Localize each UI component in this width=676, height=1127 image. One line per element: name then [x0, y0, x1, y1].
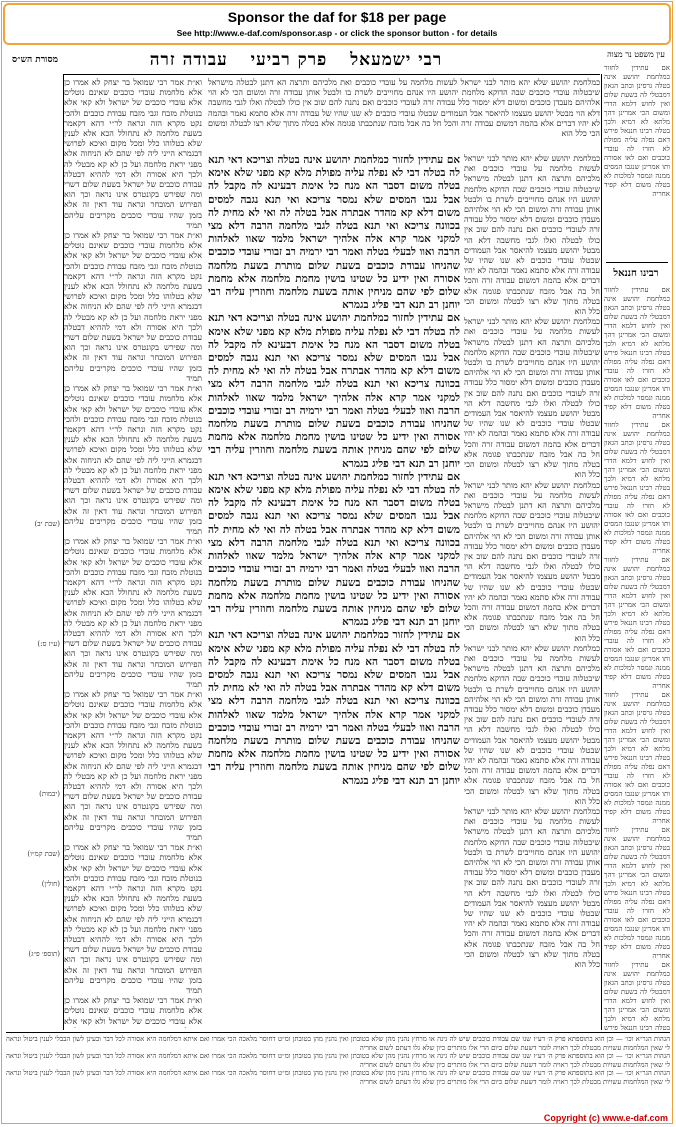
rabbeinu-chananel-text-repeat: אם עתידין לחזור כמלחמת יהושע אינה בטלה גרסינן וכתב הגאון דמבטלי לה בשעת שלום ואין לחוש דלמא הדרי ומשום הכי אמרינן דהך מלתא לא דמיא ולכך בטלה רבינו חננאל פירש דאם נפלה עליה מפולת לא חזרו לה עובדי כוכבים ואם לאו אסורה ותו אמרינן שנגבו המסים ממנה ונמסר למלכות לא בטלה משום דלא קפיד אחריה [604, 421, 670, 555]
rashi-right-column [464, 154, 600, 1028]
tosafot-text-repeat2: וא״ת אמר רבי שמואל בר יצחק לא אמרו כן אלא מלחמות עובדי כוכבים שאינם נוטלים אלא עובדי כוכבים של ישראל ולא קאי אלא בנוטלת מזבח וגבי מזבח עבודת כוכבים ולהכי נקט מקרא הזה ונראה לר״י דהא דקאמר בשעת מלחמה לא נתחולל הכא אלא לענין שלא בטלוהו כלל ומכל מקום ואיכא לפרושי דבגמרא הייני ליה לפי שהם לא הניחוה אלא מפני יראת מלחמה ועל כן לא קא מבטלי לה ולכך היא אסורה ולא דמי לההיא דבטלה עבודת כוכבים של ישראל בשעת שלום דשרי ומה שפירש בקונטרס אינו נראה וכך הוא הפירוש המובחר ונראה עוד דאין זה אלא בזמן שהיו עובדי כוכבים מקריבים עליהם תמיד [64, 384, 202, 536]
sponsor-title[interactable]: Sponsor the daf for $18 per page [227, 9, 447, 25]
tosafot-text-repeat: וא״ת אמר רבי שמואל בר יצחק לא אמרו כן אלא מלחמות עובדי כוכבים שאינם נוטלים אלא עובדי כוכבים של ישראל ולא קאי אלא בנוטלת מזבח וגבי מזבח עבודת כוכבים ולהכי נקט מקרא הזה ונראה לר״י דהא דקאמר בשעת מלחמה לא נתחולל הכא אלא לענין שלא בטלוהו כלל ומכל מקום ואיכא לפרושי דבגמרא הייני ליה לפי שהם לא הניחוה אלא מפני יראת מלחמה ועל כן לא קא מבטלי לה ולכך היא אסורה ולא דמי לההיא דבטלה עבודת כוכבים של ישראל בשעת שלום דשרי ומה שפירש בקונטרס אינו נראה וכך הוא הפירוש המובחר ונראה עוד דאין זה אלא בזמן שהיו עובדי כוכבים מקריבים עליהם תמיד [64, 231, 202, 383]
tosafot-text-repeat4: וא״ת אמר רבי שמואל בר יצחק לא אמרו כן אלא מלחמות עובדי כוכבים שאינם נוטלים אלא עובדי כוכבים של ישראל ולא קאי אלא בנוטלת מזבח וגבי מזבח עבודת כוכבים ולהכי נקט מקרא הזה ונראה לר״י דהא דקאמר בשעת מלחמה לא נתחולל הכא אלא לענין שלא בטלוהו כלל ומכל מקום ואיכא לפרושי דבגמרא הייני ליה לפי שהם לא הניחוה אלא מפני יראת מלחמה ועל כן לא קא מבטלי לה ולכך היא אסורה ולא דמי לההיא דבטלה עבודת כוכבים של ישראל בשעת שלום דשרי ומה שפירש בקונטרס אינו נראה וכך הוא הפירוש המובחר ונראה עוד דאין זה אלא בזמן שהיו עובדי כוכבים מקריבים עליהם תמיד [64, 690, 202, 843]
rashi-right-text-repeat: כמלחמת יהושע שלא יהא מותר לבני ישראל לעשות מלחמה על עובדי כוכבים ואת מלכיהם ותרצה הא דתנן לבטלה מישראל שיבטלוה עובדי כוכבים שבה הדוקא מלחמת יהושע היו אנהם מחוייבים לשרת בו ולבטל אותן עבודה זרה ומשום הכי לא הוי אלהיהם מעבדן כוכבים ומשום דלא ימסור כלל עבודה זרה לעובדי כוכבים ואם נתנה להם שוב אין כולו לבטלה ואלו לגבי מחשבה דלא הוי מבטל יהושע מעצמו להיאסר אבל העמודים שבטלו עובדי כוכבים לא שנו שהיו של עבודה זרה אלא סתמא נאמר ובהמה לא יהיו דברים אלא בהמה דמשום עבודה זרה והכל חל בה אבל מזבח שנתכבתו פגומה אלא בטלה מתוך שלא רצו לבטלה ומשום הכי כלל הוא [464, 317, 600, 480]
rashi-right-text: כמלחמת יהושע שלא יהא מותר לבני ישראל לעשות מלחמה על עובדי כוכבים ואת מלכיהם ותרצה הא דתנן לבטלה מישראל שיבטלוה עובדי כוכבים שבה הדוקא מלחמת יהושע היו אנהם מחוייבים לשרת בו ולבטל אותן עבודה זרה ומשום הכי לא הוי אלהיהם מעבדן כוכבים ומשום דלא ימסור כלל עבודה זרה לעובדי כוכבים ואם נתנה להם שוב אין כולו לבטלה ואלו לגבי מחשבה דלא הוי מבטל יהושע מעצמו להיאסר אבל העמודים שבטלו עובדי כוכבים לא שנו שהיו של עבודה זרה אלא סתמא נאמר ובהמה לא יהיו דברים אלא בהמה דמשום עבודה זרה והכל חל בה אבל מזבח שנתכבתו פגומה אלא בטלה מתוך שלא רצו לבטלה ומשום הכי כלל הוא [464, 154, 600, 317]
ein-mishpat-column [604, 64, 670, 254]
side-note: (תוספ׳ פ״ג) [28, 950, 60, 958]
rabbeinu-chananel-text-repeat3: אם עתידין לחזור כמלחמת יהושע אינה בטלה גרסינן וכתב הגאון דמבטלי לה בשעת שלום ואין לחוש דלמא הדרי ומשום הכי אמרינן דהך מלתא לא דמיא ולכך בטלה רבינו חננאל פירש דאם נפלה עליה מפולת לא חזרו לה עובדי כוכבים ואם לאו אסורה ותו אמרינן שנגבו המסים ממנה ונמסר למלכות לא בטלה משום דלא קפיד אחריה [604, 691, 670, 825]
footer-notes-text: הגהות הגר״א וכו׳ — וכן הוא בתוספתא פרק ה׳ דע״ז שנו שם עבודת כוכבים שיש לה גינה או מרחץ נהנין מהן שלא בטובתן ואין נהנין מהן בטובתן ומ״ט דחוסר מלאכה הכי אמרו ואם איתא דמלחמה היא אסורה לכל דבר ובעינן לשון הבבלי לענין ביטול ונראה לי שאין המלחמות עשויות מבטלת לכך ראויה לומר דשעת שלום כיום הרי אלו מותרים כיון שלא גלו דעתם לשום אחריה [6, 1035, 670, 1052]
rabbeinu-divider [606, 262, 668, 263]
side-note: (שבת קמ״ו) [27, 850, 60, 858]
rashi-right-text-repeat3: כמלחמת יהושע שלא יהא מותר לבני ישראל לעשות מלחמה על עובדי כוכבים ואת מלכיהם ותרצה הא דתנן לבטלה מישראל שיבטלוה עובדי כוכבים שבה הדוקא מלחמת יהושע היו אנהם מחוייבים לשרת בו ולבטל אותן עבודה זרה ומשום הכי לא הוי אלהיהם מעבדן כוכבים ומשום דלא ימסור כלל עבודה זרה לעובדי כוכבים ואם נתנה להם שוב אין כולו לבטלה ואלו לגבי מחשבה דלא הוי מבטל יהושע מעצמו להיאסר אבל העמודים שבטלו עובדי כוכבים לא שנו שהיו של עבודה זרה אלא סתמא נאמר ובהמה לא יהיו דברים אלא בהמה דמשום עבודה זרה והכל חל בה אבל מזבח שנתכבתו פגומה אלא בטלה מתוך שלא רצו לבטלה ומשום הכי כלל הוא [464, 643, 600, 806]
footer-notes-text-repeat: הגהות הגר״א וכו׳ — וכן הוא בתוספתא פרק ה׳ דע״ז שנו שם עבודת כוכבים שיש לה גינה או מרחץ נהנין מהן שלא בטובתן ואין נהנין מהן בטובתן ומ״ט דחוסר מלאכה הכי אמרו ואם איתא דמלחמה היא אסורה לכל דבר ובעינן לשון הבבלי לענין ביטול ונראה לי שאין המלחמות עשויות מבטלת לכך ראויה לומר דשעת שלום כיום הרי אלו מותרים כיון שלא גלו דעתם לשום אחריה [6, 1052, 670, 1069]
rashi-text: כמלחמת יהושע שלא יהא מותר לבני ישראל לעשות מלחמה על עובדי כוכבים ואת מלכיהם ותרצה הא דתנן לבטלה מישראל שיבטלוה עובדי כוכבים שבה הדוקא מלחמת יהושע היו אנהם מחוייבים לשרת בו ולבטל אותן עבודה זרה ומשום הכי לא הוי אלהיהם מעבדן כוכבים ומשום דלא ימסור כלל עבודה זרה לעובדי כוכבים ואם נתנה להם שוב אין כולו לבטלה ואלו לגבי מחשבה דלא הוי מבטל יהושע מעצמו להיאסר אבל העמודים שבטלו עובדי כוכבים לא שנו שהיו של עבודה זרה אלא סתמא נאמר ובהמה לא יהיו דברים אלא בהמה דמשום עבודה זרה והכל חל בה אבל מזבח שנתכבתו פגומה אלא בטלה מתוך שלא רצו לבטלה ומשום הכי כלל הוא [208, 78, 600, 139]
rabbeinu-chananel-title: רבינו חננאל [613, 268, 659, 279]
left-column-divider [63, 74, 64, 1030]
talmud-page [6, 50, 670, 1110]
header-divider [64, 74, 600, 75]
left-margin [6, 50, 64, 65]
ein-mishpat-text: אם עתידין לחזור כמלחמת יהושע אינה בטלה גרסינן וכתב הגאון דמבטלי לה בשעת שלום ואין לחוש דלמא הדרי ומשום הכי אמרינן דהך מלתא לא דמיא ולכך בטלה רבינו חננאל פירש דאם נפלה עליה מפולת לא חזרו לה עובדי כוכבים ואם לאו אסורה ותו אמרינן שנגבו המסים ממנה ונמסר למלכות לא בטלה משום דלא קפיד אחריה [604, 64, 670, 198]
sponsor-subtitle: See http://www.e-daf.com/sponsor.asp - or click the sponsor button - for details [176, 28, 498, 38]
sponsor-banner[interactable] [3, 3, 671, 45]
gemara-text-repeat: אם עתידין לחזור כמלחמת יהושע אינה בטלה וצריכא דאי תנא לה בטלה דבי לא נפלה עליה מפולת מלא קא מפני שלא אימא בטלה משום דסבר הא מנח כל אימת דבעינא לה מקבל לה אבל נגבו המסים שלא נמסר צריכא ואי תנא נגבה למסים משום דלא קא מהדר אבתרה אבל בטלה לה ואי לא מחית לה בכוונה צריכא ואי תנא בטלה לגבי מלחמה הרבה דלא מצי למקני אמר קרא אלה אלהיך ישראל מלמד שאוו לאלהות הרבה ואוו לבעלי בטלה ואמר רבי ירמיה רב זבורי עובדי כוכבים שהניחו עבודת כוכבים בשעת שלום מותרת בשעת מלחמה אסורה ואין ידיע כל שטינו בושין מחמת מלחמה אלא מחמת שלום לפי שהם מניחין אותה בשעת מלחמה וחוזרין עליה רבי יוחנן רב תנא דבי פליג בגמרא [208, 312, 460, 470]
ein-mishpat-label: עין משפט נר מצוה [607, 50, 665, 59]
footer-notes-text-repeat2: הגהות הגר״א וכו׳ — וכן הוא בתוספתא פרק ה׳ דע״ז שנו שם עבודת כוכבים שיש לה גינה או מרחץ נהנין מהן שלא בטובתן ואין נהנין מהן בטובתן ומ״ט דחוסר מלאכה הכי אמרו ואם איתא דמלחמה היא אסורה לכל דבר ובעינן לשון הבבלי לענין ביטול ונראה לי שאין המלחמות עשויות מבטלת לכך ראויה לומר דשעת שלום כיום הרי אלו מותרים כיון שלא גלו דעתם לשום אחריה [6, 1069, 670, 1086]
gemara-text: אם עתידין לחזור כמלחמת יהושע אינה בטלה וצריכא דאי תנא לה בטלה דבי לא נפלה עליה מפולת מלא קא מפני שלא אימא בטלה משום דסבר הא מנח כל אימת דבעינא לה מקבל לה אבל נגבו המסים שלא נמסר צריכא ואי תנא נגבה למסים משום דלא קא מהדר אבתרה אבל בטלה לה ואי לא מחית לה בכוונה צריכא ואי תנא בטלה לגבי מלחמה הרבה דלא מצי למקני אמר קרא אלה אלהיך ישראל מלמד שאוו לאלהות הרבה ואוו לבעלי בטלה ואמר רבי ירמיה רב זבורי עובדי כוכבים שהניחו עבודת כוכבים בשעת שלום מותרת בשעת מלחמה אסורה ואין ידיע כל שטינו בושין מחמת מלחמה אלא מחמת שלום לפי שהם מניחין אותה בשעת מלחמה וחוזרין עליה רבי יוחנן רב תנא דבי פליג בגמרא [208, 154, 460, 312]
side-note: (חולין) [41, 880, 60, 888]
gemara-column [208, 154, 460, 1034]
tosafot-text-repeat5: וא״ת אמר רבי שמואל בר יצחק לא אמרו כן אלא מלחמות עובדי כוכבים שאינם נוטלים אלא עובדי כוכבים של ישראל ולא קאי אלא בנוטלת מזבח וגבי מזבח עבודת כוכבים ולהכי נקט מקרא הזה ונראה לר״י דהא דקאמר בשעת מלחמה לא נתחולל הכא אלא לענין שלא בטלוהו כלל ומכל מקום ואיכא לפרושי דבגמרא הייני ליה לפי שהם לא הניחוה אלא מפני יראת מלחמה ועל כן לא קא מבטלי לה ולכך היא אסורה ולא דמי לההיא דבטלה עבודת כוכבים של ישראל בשעת שלום דשרי ומה שפירש בקונטרס אינו נראה וכך הוא הפירוש המובחר ונראה עוד דאין זה אלא בזמן שהיו עובדי כוכבים מקריבים עליהם תמיד [64, 843, 202, 996]
side-note: (ע״ז ס:) [37, 640, 60, 648]
rabbeinu-chananel-text: אם עתידין לחזור כמלחמת יהושע אינה בטלה גרסינן וכתב הגאון דמבטלי לה בשעת שלום ואין לחוש דלמא הדרי ומשום הכי אמרינן דהך מלתא לא דמיא ולכך בטלה רבינו חננאל פירש דאם נפלה עליה מפולת לא חזרו לה עובדי כוכבים ואם לאו אסורה ותו אמרינן שנגבו המסים ממנה ונמסר למלכות לא בטלה משום דלא קפיד אחריה [604, 286, 670, 420]
footer-notes [6, 1035, 670, 1095]
right-column-divider [601, 74, 602, 1030]
gemara-text-repeat2: אם עתידין לחזור כמלחמת יהושע אינה בטלה וצריכא דאי תנא לה בטלה דבי לא נפלה עליה מפולת מלא קא מפני שלא אימא בטלה משום דסבר הא מנח כל אימת דבעינא לה מקבל לה אבל נגבו המסים שלא נמסר צריכא ואי תנא נגבה למסים משום דלא קא מהדר אבתרה אבל בטלה לה ואי לא מחית לה בכוונה צריכא ואי תנא בטלה לגבי מלחמה הרבה דלא מצי למקני אמר קרא אלה אלהיך ישראל מלמד שאוו לאלהות הרבה ואוו לבעלי בטלה ואמר רבי ירמיה רב זבורי עובדי כוכבים שהניחו עבודת כוכבים בשעת שלום מותרת בשעת מלחמה אסורה ואין ידיע כל שטינו בושין מחמת מלחמה אלא מחמת שלום לפי שהם מניחין אותה בשעת מלחמה וחוזרין עליה רבי יוחנן רב תנא דבי פליג בגמרא [208, 470, 460, 629]
tosafot-column [64, 78, 202, 1028]
rabbeinu-chananel-column [604, 286, 670, 1030]
gemara-text-repeat3: אם עתידין לחזור כמלחמת יהושע אינה בטלה וצריכא דאי תנא לה בטלה דבי לא נפלה עליה מפולת מלא קא מפני שלא אימא בטלה משום דסבר הא מנח כל אימת דבעינא לה מקבל לה אבל נגבו המסים שלא נמסר צריכא ואי תנא נגבה למסים משום דלא קא מהדר אבתרה אבל בטלה לה ואי לא מחית לה בכוונה צריכא ואי תנא בטלה לגבי מלחמה הרבה דלא מצי למקני אמר קרא אלה אלהיך ישראל מלמד שאוו לאלהות הרבה ואוו לבעלי בטלה ואמר רבי ירמיה רב זבורי עובדי כוכבים שהניחו עבודת כוכבים בשעת שלום מותרת בשעת מלחמה אסורה ואין ידיע כל שטינו בושין מחמת מלחמה אלא מחמת שלום לפי שהם מניחין אותה בשעת מלחמה וחוזרין עליה רבי יוחנן רב תנא דבי פליג בגמרא [208, 629, 460, 787]
rashi-right-text-repeat2: כמלחמת יהושע שלא יהא מותר לבני ישראל לעשות מלחמה על עובדי כוכבים ואת מלכיהם ותרצה הא דתנן לבטלה מישראל שיבטלוה עובדי כוכבים שבה הדוקא מלחמת יהושע היו אנהם מחוייבים לשרת בו ולבטל אותן עבודה זרה ומשום הכי לא הוי אלהיהם מעבדן כוכבים ומשום דלא ימסור כלל עבודה זרה לעובדי כוכבים ואם נתנה להם שוב אין כולו לבטלה ואלו לגבי מחשבה דלא הוי מבטל יהושע מעצמו להיאסר אבל העמודים שבטלו עובדי כוכבים לא שנו שהיו של עבודה זרה אלא סתמא נאמר ובהמה לא יהיו דברים אלא בהמה דמשום עבודה זרה והכל חל בה אבל מזבח שנתכבתו פגומה אלא בטלה מתוך שלא רצו לבטלה ומשום הכי כלל הוא [464, 480, 600, 643]
chapter-author: רבי ישמעאל [350, 50, 443, 70]
tosafot-text: וא״ת אמר רבי שמואל בר יצחק לא אמרו כן אלא מלחמות עובדי כוכבים שאינם נוטלים אלא עובדי כוכבים של ישראל ולא קאי אלא בנוטלת מזבח וגבי מזבח עבודת כוכבים ולהכי נקט מקרא הזה ונראה לר״י דהא דקאמר בשעת מלחמה לא נתחולל הכא אלא לענין שלא בטלוהו כלל ומכל מקום ואיכא לפרושי דבגמרא הייני ליה לפי שהם לא הניחוה אלא מפני יראת מלחמה ועל כן לא קא מבטלי לה ולכך היא אסורה ולא דמי לההיא דבטלה עבודת כוכבים של ישראל בשעת שלום דשרי ומה שפירש בקונטרס אינו נראה וכך הוא הפירוש המובחר ונראה עוד דאין זה אלא בזמן שהיו עובדי כוכבים מקריבים עליהם תמיד [64, 78, 202, 230]
chapter-number: פרק רביעי [250, 50, 328, 70]
rabbeinu-chananel-text-repeat4: אם עתידין לחזור כמלחמת יהושע אינה בטלה גרסינן וכתב הגאון דמבטלי לה בשעת שלום ואין לחוש דלמא הדרי ומשום הכי אמרינן דהך מלתא לא דמיא ולכך בטלה רבינו חננאל פירש דאם נפלה עליה מפולת לא חזרו לה עובדי כוכבים ואם לאו אסורה ותו אמרינן שנגבו המסים ממנה ונמסר למלכות לא בטלה משום דלא קפיד אחריה [604, 826, 670, 960]
rashi-column [208, 78, 600, 150]
rabbeinu-chananel-text-repeat2: אם עתידין לחזור כמלחמת יהושע אינה בטלה גרסינן וכתב הגאון דמבטלי לה בשעת שלום ואין לחוש דלמא הדרי ומשום הכי אמרינן דהך מלתא לא דמיא ולכך בטלה רבינו חננאל פירש דאם נפלה עליה מפולת לא חזרו לה עובדי כוכבים ואם לאו אסורה ותו אמרינן שנגבו המסים ממנה ונמסר למלכות לא בטלה משום דלא קפיד אחריה [604, 556, 670, 690]
tractate-name: עבודה זרה [149, 50, 228, 70]
copyright-link[interactable]: Copyright (c) www.e-daf.com [543, 1113, 668, 1123]
page-header [66, 50, 526, 74]
masoret-hashas-label: מסורת הש״ס [12, 55, 58, 65]
rashi-right-text-repeat4: כמלחמת יהושע שלא יהא מותר לבני ישראל לעשות מלחמה על עובדי כוכבים ואת מלכיהם ותרצה הא דתנן לבטלה מישראל שיבטלוה עובדי כוכבים שבה הדוקא מלחמת יהושע היו אנהם מחוייבים לשרת בו ולבטל אותן עבודה זרה ומשום הכי לא הוי אלהיהם מעבדן כוכבים ומשום דלא ימסור כלל עבודה זרה לעובדי כוכבים ואם נתנה להם שוב אין כולו לבטלה ואלו לגבי מחשבה דלא הוי מבטל יהושע מעצמו להיאסר אבל העמודים שבטלו עובדי כוכבים לא שנו שהיו של עבודה זרה אלא סתמא נאמר ובהמה לא יהיו דברים אלא בהמה דמשום עבודה זרה והכל חל בה אבל מזבח שנתכבתו פגומה אלא בטלה מתוך שלא רצו לבטלה ומשום הכי כלל הוא [464, 807, 600, 970]
footer-divider [6, 1032, 670, 1033]
tosafot-text-repeat3: וא״ת אמר רבי שמואל בר יצחק לא אמרו כן אלא מלחמות עובדי כוכבים שאינם נוטלים אלא עובדי כוכבים של ישראל ולא קאי אלא בנוטלת מזבח וגבי מזבח עבודת כוכבים ולהכי נקט מקרא הזה ונראה לר״י דהא דקאמר בשעת מלחמה לא נתחולל הכא אלא לענין שלא בטלוהו כלל ומכל מקום ואיכא לפרושי דבגמרא הייני ליה לפי שהם לא הניחוה אלא מפני יראת מלחמה ועל כן לא קא מבטלי לה ולכך היא אסורה ולא דמי לההיא דבטלה עבודת כוכבים של ישראל בשעת שלום דשרי ומה שפירש בקונטרס אינו נראה וכך הוא הפירוש המובחר ונראה עוד דאין זה אלא בזמן שהיו עובדי כוכבים מקריבים עליהם תמיד [64, 537, 202, 689]
tosafot-text-repeat6: וא״ת אמר רבי שמואל בר יצחק לא אמרו כן אלא מלחמות עובדי כוכבים שאינם נוטלים אלא עובדי כוכבים של ישראל ולא קאי אלא [64, 996, 202, 1026]
side-note: (שבת יב) [34, 520, 60, 528]
rabbeinu-chananel-text-repeat5: אם עתידין לחזור כמלחמת יהושע אינה בטלה גרסינן וכתב הגאון דמבטלי לה בשעת שלום ואין לחוש דלמא הדרי ומשום הכי אמרינן דהך מלתא לא דמיא ולכך בטלה רבינו חננאל פירש [604, 961, 670, 1030]
side-note: (יבמות) [39, 790, 60, 798]
